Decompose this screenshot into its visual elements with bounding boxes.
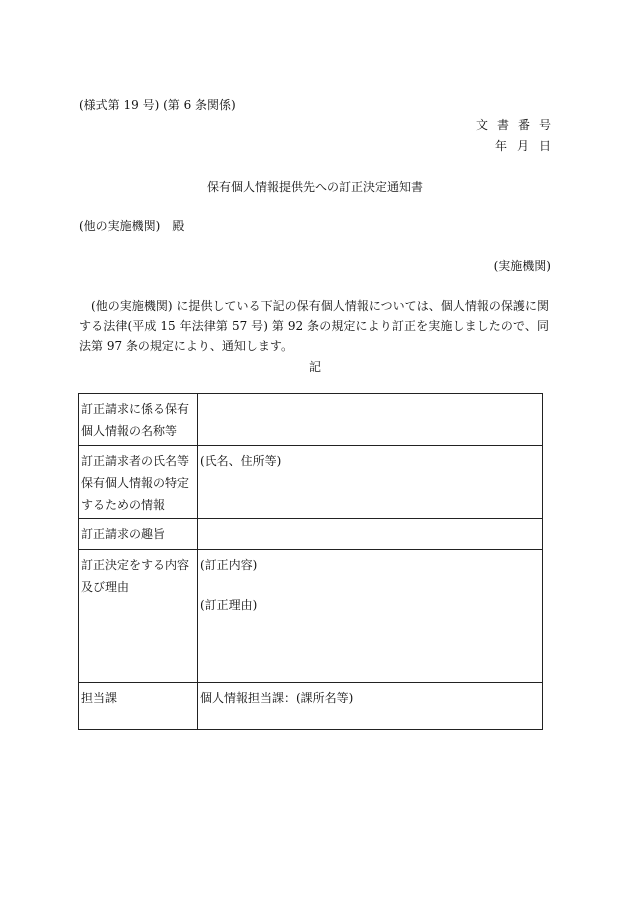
document-number-label: 文書番号 [475, 118, 560, 132]
row-label: 訂正請求の趣旨 [79, 519, 198, 550]
sender: (実施機関) [493, 259, 551, 273]
row-label: 訂正請求者の氏名等保有個人情報の特定するための情報 [79, 446, 198, 519]
row-value-group [198, 550, 543, 683]
row-label: 担当課 [79, 683, 198, 730]
correction-content-label: (訂正内容) [200, 558, 258, 572]
table-row [79, 446, 543, 519]
row-value: 個人情報担当課：(課所名等) [198, 683, 543, 730]
table-row [79, 550, 543, 683]
table-row [79, 394, 543, 446]
row-value: (氏名、住所等) [198, 446, 543, 519]
table-row [79, 519, 543, 550]
correction-reason-label: (訂正理由) [200, 598, 258, 612]
body-paragraph: (他の実施機関) に提供している下記の保有個人情報については、個人情報の保護に関する法律(平成 15 年法律第 57 号) 第 92 条の規定により訂正を実施しましたので、同法第 97 条の規定により、通知します。 [79, 299, 549, 353]
addressee: (他の実施機関) 殿 [79, 219, 185, 233]
details-table [78, 393, 543, 730]
table-row [79, 683, 543, 730]
row-label: 訂正請求に係る保有個人情報の名称等 [79, 394, 198, 446]
form-number: (様式第 19 号) (第 6 条関係) [79, 98, 236, 112]
row-value [198, 394, 543, 446]
row-label: 訂正決定をする内容及び理由 [79, 550, 198, 683]
document-date-label: 年月日 [494, 139, 561, 153]
document-title: 保有個人情報提供先への訂正決定通知書 [206, 180, 423, 194]
row-value [198, 519, 543, 550]
ki-marker: 記 [308, 360, 321, 374]
